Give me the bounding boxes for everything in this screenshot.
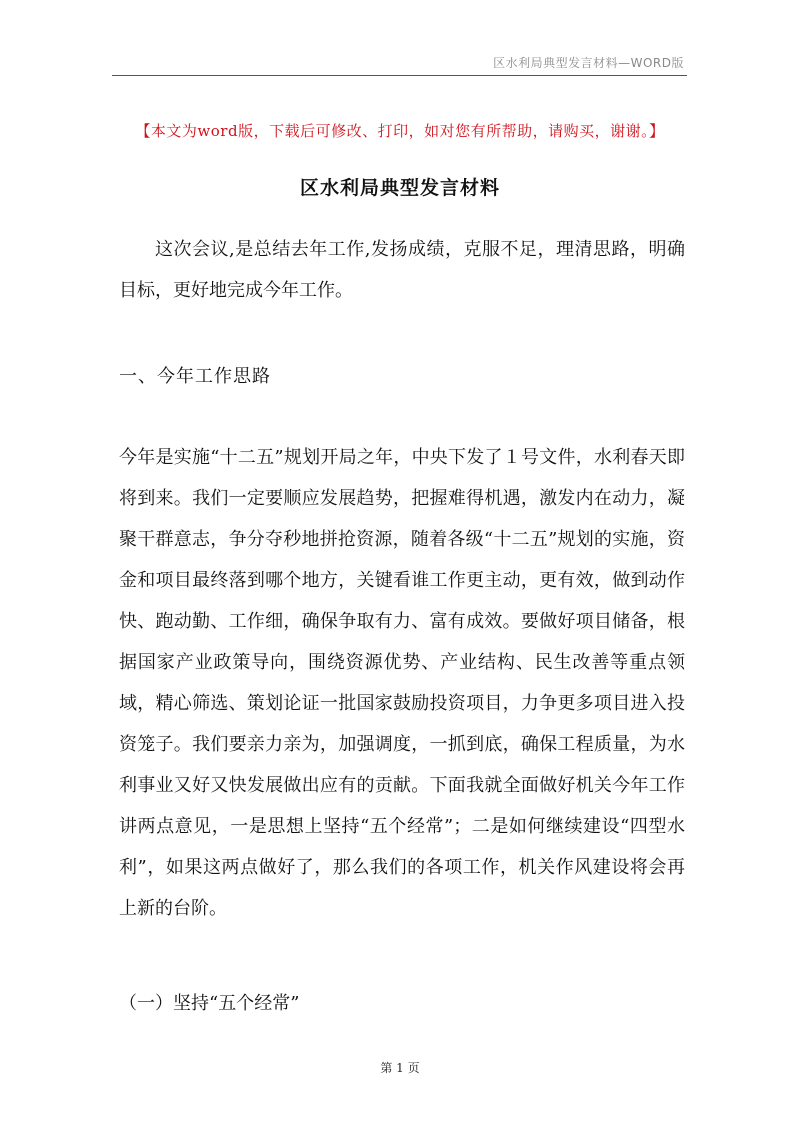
section-heading-1: 一、今年工作思路	[119, 366, 271, 387]
subsection-heading-1: （一）坚持“五个经常”	[119, 993, 300, 1014]
intro-paragraph: 这次会议,是总结去年工作,发扬成绩，克服不足，理清思路，明确目标，更好地完成今年工作。	[119, 239, 685, 301]
document-title: 区水利局典型发言材料	[299, 177, 500, 199]
running-header: 区水利局典型发言材料—WORD版	[493, 56, 684, 70]
section-1-body: 今年是实施“十二五”规划开局之年，中央下发了１号文件，水利春天即将到来。我们一定要顺应发展趋势，把握难得机遇，激发内在动力，凝聚干群意志，争分夺秒地拼抢资源，随着各级“十二五”规划的实施，资金和项目最终落到哪个地方，关键看谁工作更主动，更有效，做到动作快、跑动勤、工作细，确保争取有力、富有成效。要做好项目储备，根据国家产业政策导向，围绕资源优势、产业结构、民生改善等重点领域，精心筛选、策划论证一批国家鼓励投资项目，力争更多项目进入投资笼子。我们要亲力亲为，加强调度，一抓到底，确保工程质量，为水利事业又好又快发展做出应有的贡献。下面我就全面做好机关今年工作讲两点意见，一是思想上坚持“五个经常”；二是如何继续建设“四型水利”，如果这两点做好了，那么我们的各项工作，机关作风建设将会再上新的台阶。	[119, 447, 685, 919]
download-notice: 【本文为word版，下载后可修改、打印，如对您有所帮助，请购买，谢谢。】	[135, 122, 665, 140]
page-number: 第 1 页	[380, 1061, 420, 1075]
header-divider	[112, 75, 687, 76]
